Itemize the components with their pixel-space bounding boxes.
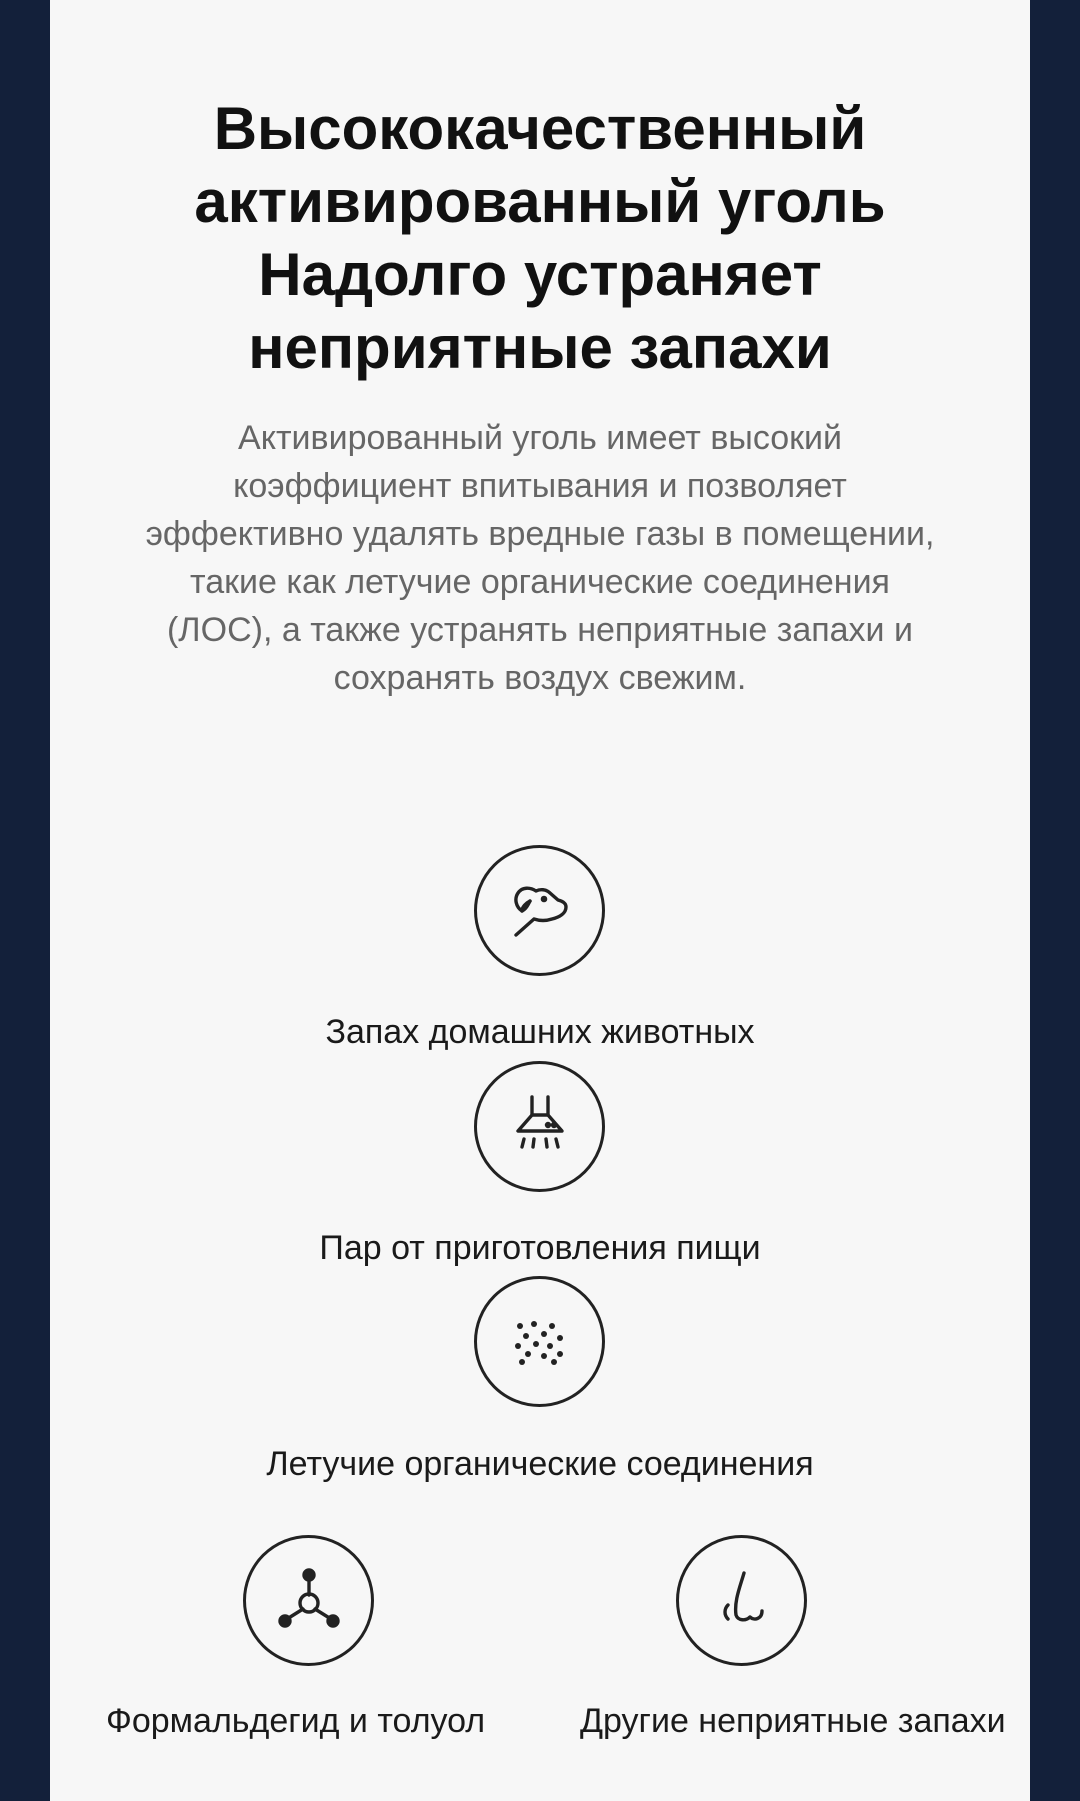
molecule-icon [243, 1535, 374, 1666]
kitchen-hood-icon [474, 1061, 605, 1192]
page-title [50, 92, 1030, 384]
title-line-4: неприятные запахи [248, 314, 832, 381]
feature-label: Пар от приготовления пищи [319, 1229, 761, 1267]
nose-icon [676, 1535, 807, 1666]
dog-head-icon [474, 845, 605, 976]
description-text: Активированный уголь имеет высокий коэффициент впитывания и позволяет эффективно удалять вредные газы в помещении, такие как летучие органические соединения (ЛОС), а также устранять неприятные запахи и сохранять воздух свежим. [145, 419, 935, 697]
feature-label: Запах домашних животных [325, 1013, 755, 1051]
feature-label: Другие неприятные запахи [580, 1702, 1006, 1740]
title-line-2: активированный уголь [194, 168, 886, 235]
title-line-3: Надолго устраняет [258, 241, 822, 308]
content-page [50, 0, 1030, 1801]
title-line-1: Высококачественный [213, 95, 867, 162]
feature-label: Летучие органические соединения [266, 1445, 814, 1483]
particles-icon [474, 1276, 605, 1407]
feature-label: Формальдегид и толуол [106, 1702, 486, 1740]
